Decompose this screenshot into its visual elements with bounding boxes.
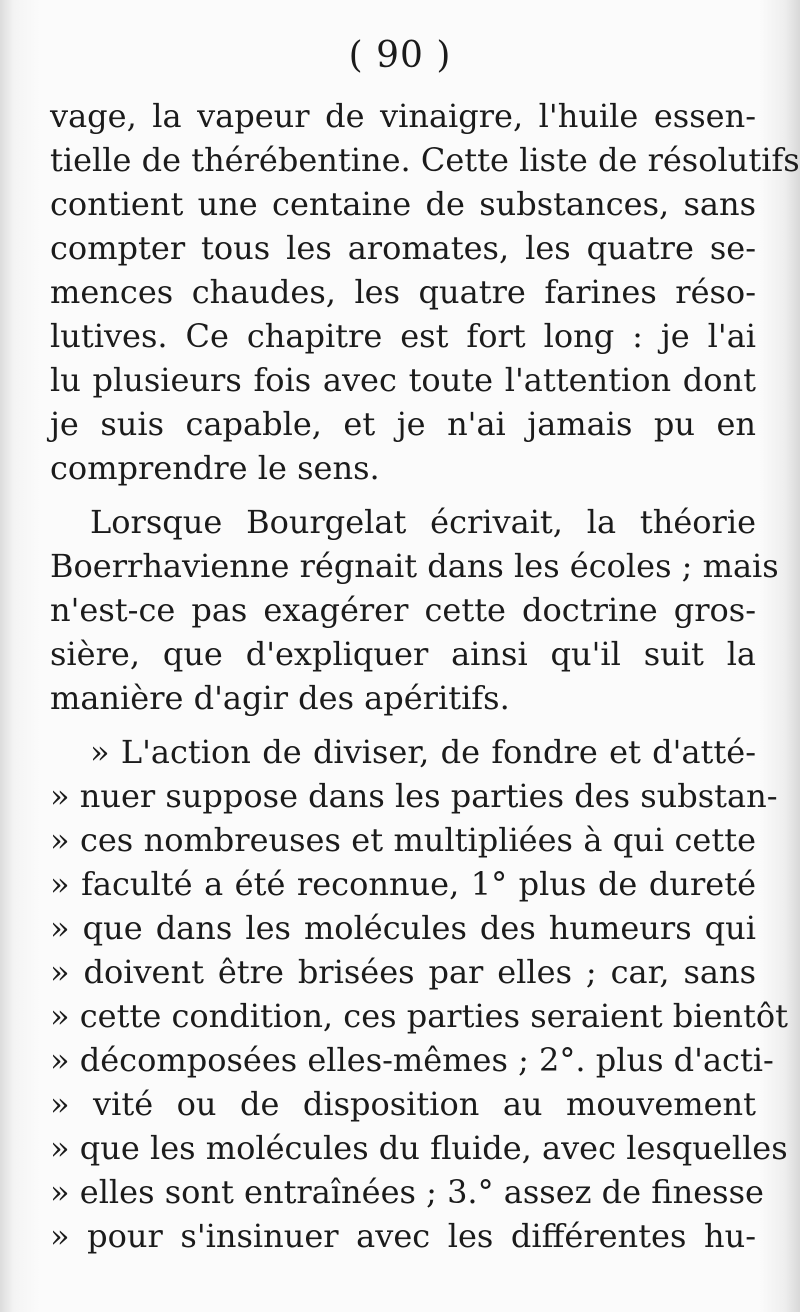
text-line: mences chaudes, les quatre farines réso-	[50, 273, 756, 311]
quote-line: » L'action de diviser, de fondre et d'atté-	[90, 733, 756, 771]
quote-line: » vité ou de disposition au mouvement	[50, 1085, 756, 1123]
text-line: n'est-ce pas exagérer cette doctrine gros-	[50, 591, 756, 629]
quote-line: » pour s'insinuer avec les différentes hu-	[50, 1217, 756, 1255]
quote-line: » nuer suppose dans les parties des substan-	[50, 777, 778, 815]
paragraph-quotation	[50, 730, 788, 1258]
text-line: Lorsque Bourgelat écrivait, la théorie	[90, 503, 756, 541]
text-line: je suis capable, et je n'ai jamais pu en	[50, 405, 756, 443]
text-line: compter tous les aromates, les quatre se-	[50, 229, 756, 267]
text-line: vage, la vapeur de vinaigre, l'huile essen-	[50, 97, 756, 135]
paragraph-bourgelat	[50, 500, 779, 720]
text-line: sière, que d'expliquer ainsi qu'il suit la	[50, 635, 756, 673]
paragraph-gap	[50, 720, 756, 730]
text-line: manière d'agir des apéritifs.	[50, 679, 510, 717]
quote-line: » que les molécules du fluide, avec lesquelles	[50, 1129, 788, 1167]
quote-line: » cette condition, ces parties seraient bientôt	[50, 997, 788, 1035]
paragraph-gap	[50, 490, 756, 500]
quote-line: » faculté a été reconnue, 1° plus de dureté	[50, 865, 756, 903]
text-line: lu plusieurs fois avec toute l'attention dont	[50, 361, 756, 399]
quote-line: » elles sont entraînées ; 3.° assez de finesse	[50, 1173, 764, 1211]
text-line: lutives. Ce chapitre est fort long : je l'ai	[50, 317, 756, 355]
quote-line: » doivent être brisées par elles ; car, sans	[50, 953, 756, 991]
quote-line: » que dans les molécules des humeurs qui	[50, 909, 756, 947]
quote-line: » ces nombreuses et multipliées à qui cette	[50, 821, 756, 859]
text-line: comprendre le sens.	[50, 449, 380, 487]
text-line: Boerrhavienne régnait dans les écoles ; mais	[50, 547, 779, 585]
body-text	[50, 94, 800, 1258]
paragraph-resolutifs	[50, 94, 800, 490]
text-line: contient une centaine de substances, sans	[50, 185, 756, 223]
quote-line: » décomposées elles-mêmes ; 2°. plus d'acti-	[50, 1041, 774, 1079]
page-number: ( 90 )	[348, 35, 452, 76]
text-line: tielle de thérébentine. Cette liste de résolutifs	[50, 141, 800, 179]
